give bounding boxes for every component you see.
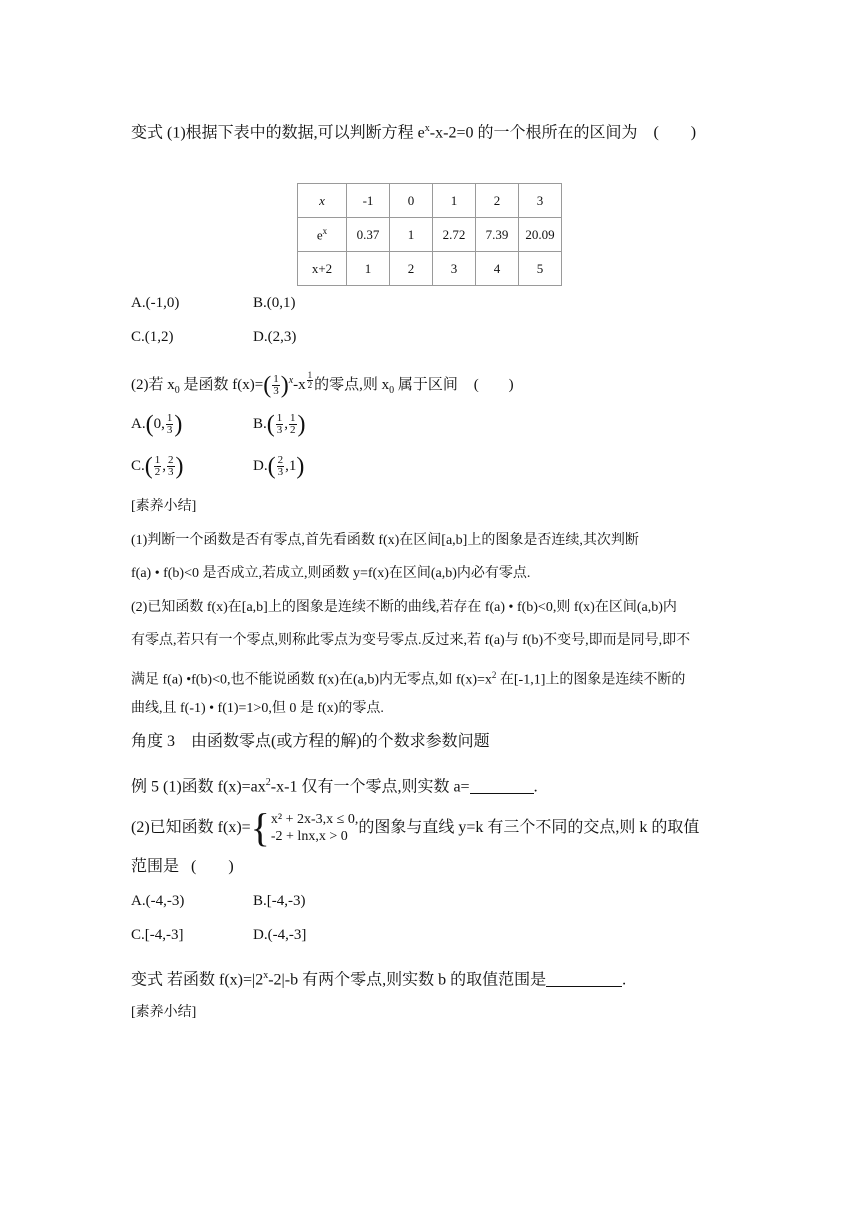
summary-text: 曲线,且 f(-1) • f(1)=1>0,但 0 是 f(x)的零点. [131,701,384,716]
table-cell: -1 [347,184,390,218]
table-row [298,252,562,286]
table-cell: 1 [390,218,433,252]
option-b: B.(0,1) [253,295,296,311]
fraction: $\frac{1}{2}$ [154,454,161,479]
fraction: $\frac{1}{3}$ [273,373,279,398]
table-cell: 3 [519,184,562,218]
answer-paren: ( ) [653,124,697,142]
piecewise-function: x² + 2x-3,x ≤ 0, -2 + lnx,x > 0 [270,812,359,845]
answer-paren: ( ) [191,858,234,875]
fraction: $\frac{1}{3}$ [166,412,173,437]
option-a: A.(-1,0) [131,295,180,311]
option-d: D.(-4,-3] [253,927,307,943]
table-row [298,184,562,218]
example5-question2-line2: 范围是 ( ) [131,858,234,875]
summary-text: 满足 f(a) •f(b)<0,也不能说函数 f(x)在(a,b)内无零点,如 $f(x)=x^2$ 在[-1,1]上的图象是连续不断的 [131,670,686,688]
summary-text: (1)判断一个函数是否有零点,首先看函数 f(x)在区间[a,b]上的图象是否连续,其次判断 [131,533,639,548]
table-cell: $e^x$ [298,218,347,252]
table-cell: x+2 [298,252,347,286]
table-cell: 1 [347,252,390,286]
fraction: $\frac{2}{3}$ [168,454,174,479]
summary-text: (2)已知函数 f(x)在[a,b]上的图象是连续不断的曲线,若存在 f(a) • f(b)<0,则 f(x)在区间(a,b)内 [131,600,677,615]
table-cell: 7.39 [476,218,519,252]
option-c: C.[-4,-3] [131,927,184,943]
option-b: B.( $\frac{1}{3}$ , $\frac{1}{2}$ ) [253,411,306,438]
option-d: D.( $\frac{2}{3}$ ,1) [253,453,305,480]
fraction: $\frac{1}{3}$ [276,412,283,437]
table-cell: 2.72 [433,218,476,252]
answer-paren: ( ) [473,377,514,393]
variant-label: 变式 [131,124,164,142]
option-a: A.(-4,-3) [131,893,185,909]
summary-text: 有零点,若只有一个零点,则称此零点为变号零点.反过来,若 f(a)与 f(b)不变号,即而是同号,即不 [131,633,691,648]
table-cell: 3 [433,252,476,286]
option-d: D.(2,3) [253,329,297,345]
fraction: $\frac{1}{2}$ [290,412,296,437]
summary-text: f(a) • f(b)<0 是否成立,若成立,则函数 y=f(x)在区间(a,b)内必有零点. [131,566,531,581]
example5-question2: (2)已知函数 f(x)={ x² + 2x-3,x ≤ 0, -2 + lnx,x > 0 的图象与直线 y=k 有三个不同的交点,则 k 的取值 [131,805,700,851]
summary-heading: [素养小结] [131,1005,197,1020]
table-row [298,218,562,252]
option-c: C.(1,2) [131,329,174,345]
example5-question1: 例 5 (1)函数 $f(x)=ax^2-x-1$ 仅有一个零点,则实数 a= . [131,777,538,796]
table-cell: 0.37 [347,218,390,252]
table-cell: 0 [390,184,433,218]
fraction: $\frac{2}{3}$ [277,454,284,479]
table-cell: x [298,184,347,218]
data-table [297,183,562,286]
table-cell: 4 [476,252,519,286]
variant2-question: 变式 若函数 $f(x)=|2^x-2|-b$ 有两个零点,则实数 b 的取值范围是 . [131,970,627,989]
table-cell: 20.09 [519,218,562,252]
option-a: A.(0, $\frac{1}{3}$ ) [131,411,183,438]
option-b: B.[-4,-3) [253,893,306,909]
answer-blank [470,777,534,794]
table-cell: 5 [519,252,562,286]
variant1-question2: (2)若 $x_0$ 是函数 f(x)=( $\frac{1}{3}$ )$^x$-x $^{\frac{1}{2}}$ 的零点,则 $x_0$ 属于区间 ( ) [131,369,514,399]
table-cell: 2 [390,252,433,286]
table-cell: 1 [433,184,476,218]
answer-blank [546,970,622,987]
variant1-question1: 变式 (1)根据下表中的数据,可以判断方程 $e^x-x-2=0$ 的一个根所在的区间为 ( ) [131,123,697,142]
fraction: 1 2 [307,369,313,390]
option-c: C.( $\frac{1}{2}$ , $\frac{2}{3}$ ) [131,453,184,480]
table-cell: 2 [476,184,519,218]
summary-heading: [素养小结] [131,499,197,514]
brace-icon: { [250,805,270,851]
section-title: 角度 3 由函数零点(或方程的解)的个数求参数问题 [131,733,490,750]
